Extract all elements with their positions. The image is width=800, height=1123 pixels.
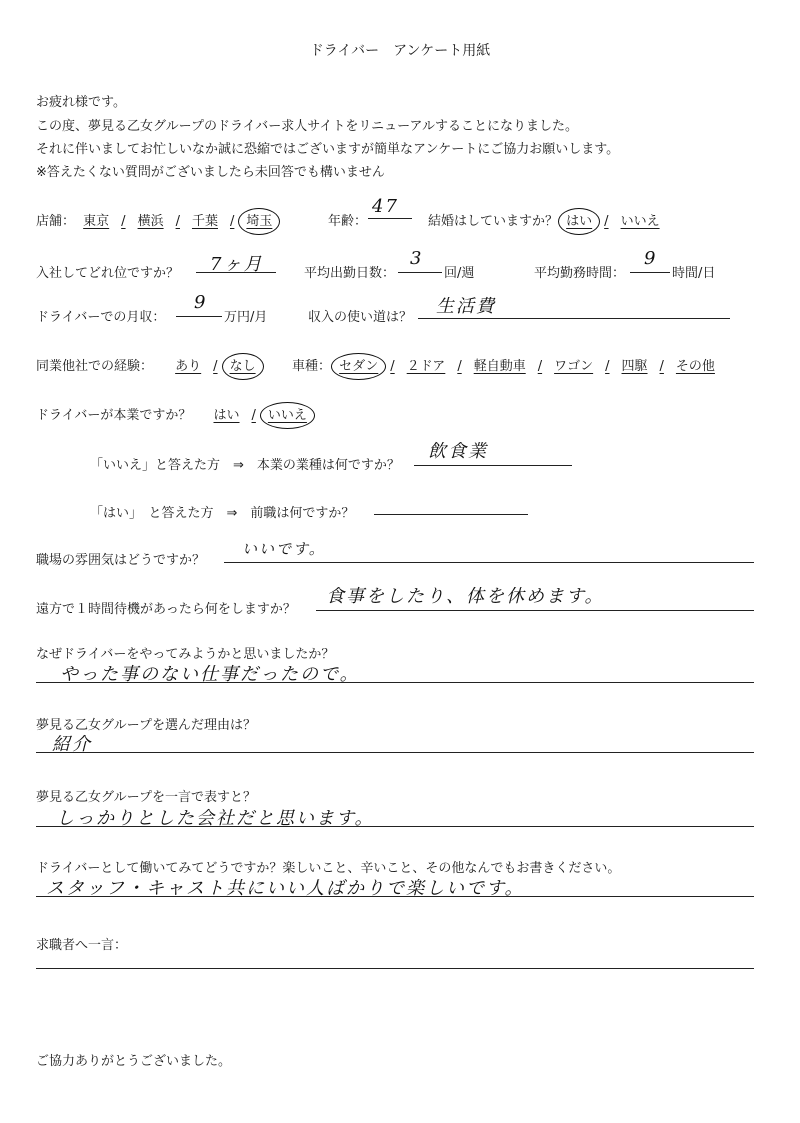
tenure-answer-line[interactable] (196, 254, 276, 273)
car-label: 車種： (292, 359, 332, 374)
if-no-label: 「いいえ」と答えた方 ⇒ 本業の業種は何ですか？ (90, 458, 400, 473)
closing-text: ご協力ありがとうございました。 (36, 1054, 232, 1069)
car-option-other[interactable]: その他 (675, 359, 715, 374)
experience-option-no[interactable]: なし (226, 359, 260, 374)
experience-option-yes[interactable]: あり (175, 359, 202, 374)
tenure-label: 入社してどれ位ですか？ (36, 266, 180, 281)
if-no-answer-line[interactable] (414, 441, 572, 466)
avg-days-unit: 回/週 (444, 266, 475, 281)
car-field: 車種： セダン / ２ドア / 軽自動車 / ワゴン / 四駆 / その他 (292, 355, 719, 374)
married-option-yes[interactable]: はい (562, 214, 596, 229)
if-no-answer: 飲食業 (428, 441, 488, 462)
car-option-2door[interactable]: ２ドア (406, 359, 446, 374)
usage-label: 収入の使い道は？ (308, 310, 413, 325)
one-word-answer: しっかりとした会社だと思います。 (56, 808, 375, 829)
income-unit: 万円/月 (224, 310, 268, 325)
income-answer-line[interactable] (176, 292, 222, 317)
one-word-label: 夢見る乙女グループを一言で表すと？ (36, 790, 256, 805)
if-yes-label: 「はい」 と答えた方 ⇒ 前職は何ですか？ (90, 506, 355, 521)
intro-line: この度、夢見る乙女グループのドライバー求人サイトをリニューアルすることになりました。 (36, 119, 578, 134)
avg-hours-answer-line[interactable] (630, 248, 670, 273)
married-field: 結婚はしていますか？ はい / いいえ (428, 210, 664, 229)
message-answer-line[interactable] (36, 950, 754, 969)
income-answer: 9 (194, 292, 208, 313)
age-label: 年齢： (328, 214, 368, 229)
main-job-option-no[interactable]: いいえ (264, 408, 311, 423)
feelings-label: ドライバーとして働いてみてどうですか？楽しいこと、辛いこと、その他なんでもお書きください。 (36, 861, 621, 876)
experience-label: 同業他社での経験： (36, 359, 154, 374)
store-option-tokyo[interactable]: 東京 (83, 214, 110, 229)
main-job-field: ドライバーが本業ですか？ はい / いいえ (36, 404, 311, 423)
store-option-yokohama[interactable]: 横浜 (137, 214, 164, 229)
avg-hours-answer: 9 (644, 248, 658, 269)
avg-days-answer: 3 (410, 248, 424, 269)
avg-hours-label: 平均勤務時間： (534, 266, 626, 281)
why-driver-answer-line[interactable] (36, 664, 754, 683)
intro-line: お疲れ様です。 (36, 95, 126, 110)
message-label: 求職者へ一言： (36, 938, 128, 953)
intro-line: ※答えたくない質問がございましたら未回答でも構いません (36, 165, 385, 180)
why-driver-label: なぜドライバーをやってみようかと思いましたか？ (36, 647, 335, 662)
age-answer-line[interactable] (368, 196, 412, 219)
car-option-4wd[interactable]: 四駆 (621, 359, 648, 374)
avg-days-answer-line[interactable] (398, 248, 442, 273)
if-yes-answer-line[interactable] (374, 496, 528, 515)
atmosphere-answer-line[interactable] (224, 540, 754, 563)
car-option-sedan[interactable]: セダン (335, 359, 382, 374)
married-label: 結婚はしていますか？ (428, 214, 559, 229)
car-option-kei[interactable]: 軽自動車 (473, 359, 526, 374)
main-job-label: ドライバーが本業ですか？ (36, 408, 192, 423)
experience-field: 同業他社での経験： あり / なし (36, 355, 260, 374)
why-group-answer: 紹介 (52, 734, 92, 755)
store-field: 店舗： 東京 / 横浜 / 千葉 / 埼玉 (36, 210, 276, 229)
why-group-label: 夢見る乙女グループを選んだ理由は？ (36, 718, 256, 733)
store-option-chiba[interactable]: 千葉 (191, 214, 218, 229)
why-driver-answer: やった事のない仕事だったので。 (60, 664, 360, 685)
usage-answer: 生活費 (436, 296, 496, 317)
tenure-answer: 7ヶ月 (210, 254, 264, 275)
waiting-answer: 食事をしたり、体を休めます。 (326, 586, 605, 607)
store-option-saitama[interactable]: 埼玉 (242, 214, 276, 229)
avg-hours-unit: 時間/日 (672, 266, 716, 281)
feelings-answer: スタッフ・キャスト共にいい人ばかりで楽しいです。 (46, 878, 525, 899)
age-answer: 47 (372, 196, 399, 217)
atmosphere-answer: いいです。 (242, 540, 326, 558)
feelings-answer-line[interactable] (36, 878, 754, 897)
atmosphere-label: 職場の雰囲気はどうですか？ (36, 553, 206, 568)
intro-line: それに伴いましてお忙しいなか誠に恐縮ではございますが簡単なアンケートにご協力お願いします。 (36, 142, 620, 157)
married-option-no[interactable]: いいえ (620, 214, 660, 229)
avg-days-label: 平均出勤日数： (304, 266, 396, 281)
income-label: ドライバーでの月収： (36, 310, 166, 325)
usage-answer-line[interactable] (418, 296, 730, 319)
main-job-option-yes[interactable]: はい (213, 408, 240, 423)
page-title: ドライバー アンケート用紙 (309, 43, 491, 59)
store-label: 店舗： (36, 214, 76, 229)
waiting-answer-line[interactable] (316, 586, 754, 611)
waiting-label: 遠方で１時間待機があったら何をしますか？ (36, 602, 296, 617)
why-group-answer-line[interactable] (36, 734, 754, 753)
one-word-answer-line[interactable] (36, 808, 754, 827)
car-option-wagon[interactable]: ワゴン (554, 359, 594, 374)
